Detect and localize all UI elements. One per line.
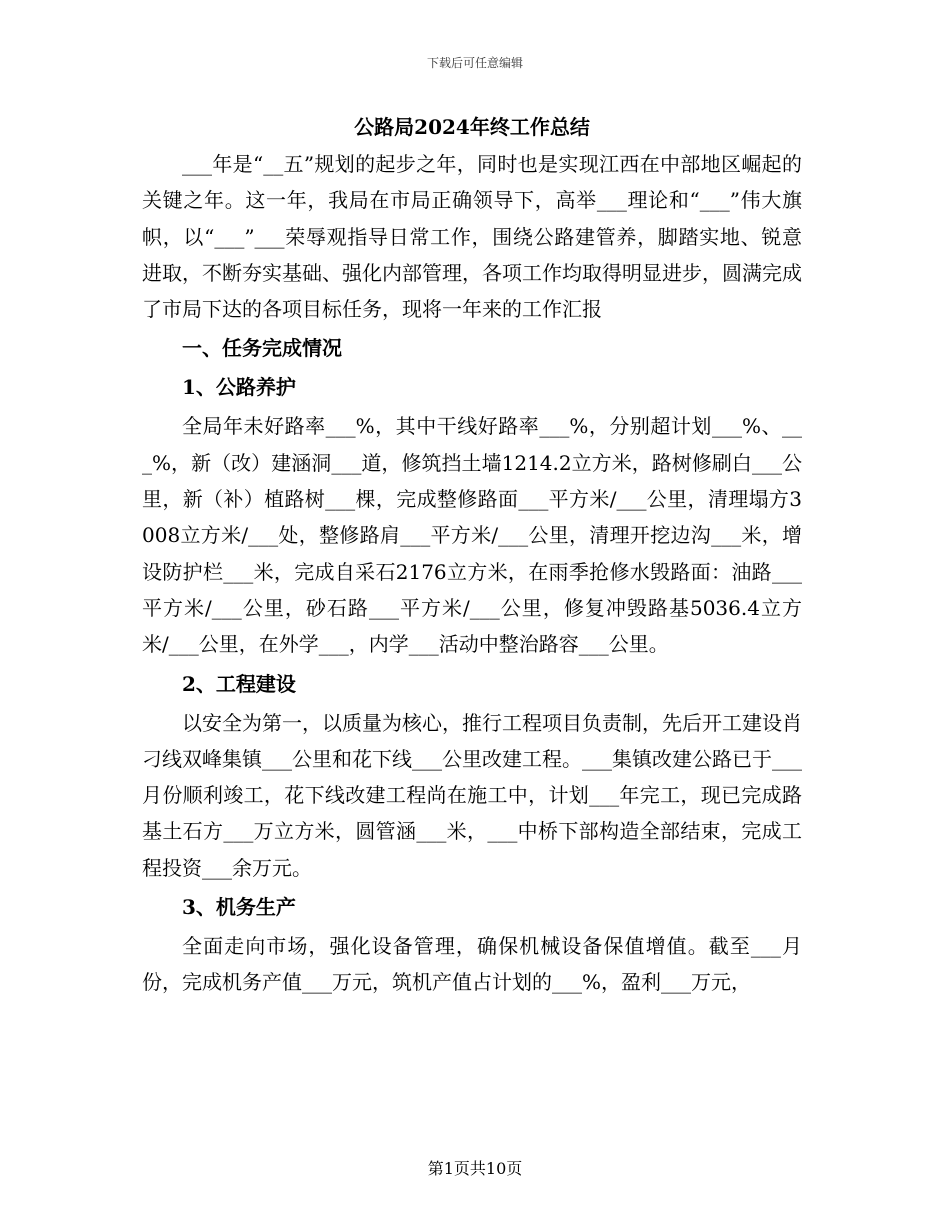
document-title: 公路局2024年终工作总结 [354,115,590,139]
document-body [142,110,802,1001]
construction-paragraph: 以安全为第一，以质量为核心，推行工程项目负责制，先后开工建设肖刁线双峰集镇___公里和花下线___公里改建工程。___集镇改建公路已于___月份顺利竣工，花下线改建工程尚在施工中，计划___年完工，现已完成路基土石方___万立方米，圆管涵___米，___中桥下部构造全部结束，完成工程投资___余万元。 [142,710,802,880]
page-number: 第1页共10页 [427,1159,523,1178]
road-maintenance-paragraph: 全局年未好路率___%，其中干线好路率___%，分别超计划___%、___%，新（改）建涵洞___道，修筑挡土墙1214.2立方米，路树修刷白___公里，新（补）植路树___棵，完成整修路面___平方米/___公里，清理塌方3008立方米/___处，整修路肩___平方米/___公里，清理开挖边沟___米，增设防护栏___米，完成自采石2176立方米，在雨季抢修水毁路面：油路___平方米/___公里，砂石路___平方米/___公里，修复冲毁路基5036.4立方米/___公里，在外学___，内学___活动中整治路容___公里。 [142,414,802,657]
section-heading-1: 一、任务完成情况 [182,336,342,361]
subsection-heading-machinery: 3、机务生产 [182,895,296,920]
machinery-paragraph: 全面走向市场，强化设备管理，确保机械设备保值增值。截至___月份，完成机务产值___万元，筑机产值占计划的___%，盈利___万元， [142,934,802,995]
subsection-heading-road-maintenance: 1、公路养护 [182,375,296,400]
intro-paragraph: ___年是“__五”规划的起步之年，同时也是实现江西在中部地区崛起的关键之年。这一年，我局在市局正确领导下，高举___理论和“___”伟大旗帜，以“___”___荣辱观指导日常工作，围绕公路建管养，脚踏实地、锐意进取，不断夯实基础、强化内部管理，各项工作均取得明显进步，圆满完成了市局下达的各项目标任务，现将一年来的工作汇报 [142,152,802,322]
subsection-heading-construction: 2、工程建设 [182,671,296,696]
header-note: 下载后可任意编辑 [426,56,523,70]
